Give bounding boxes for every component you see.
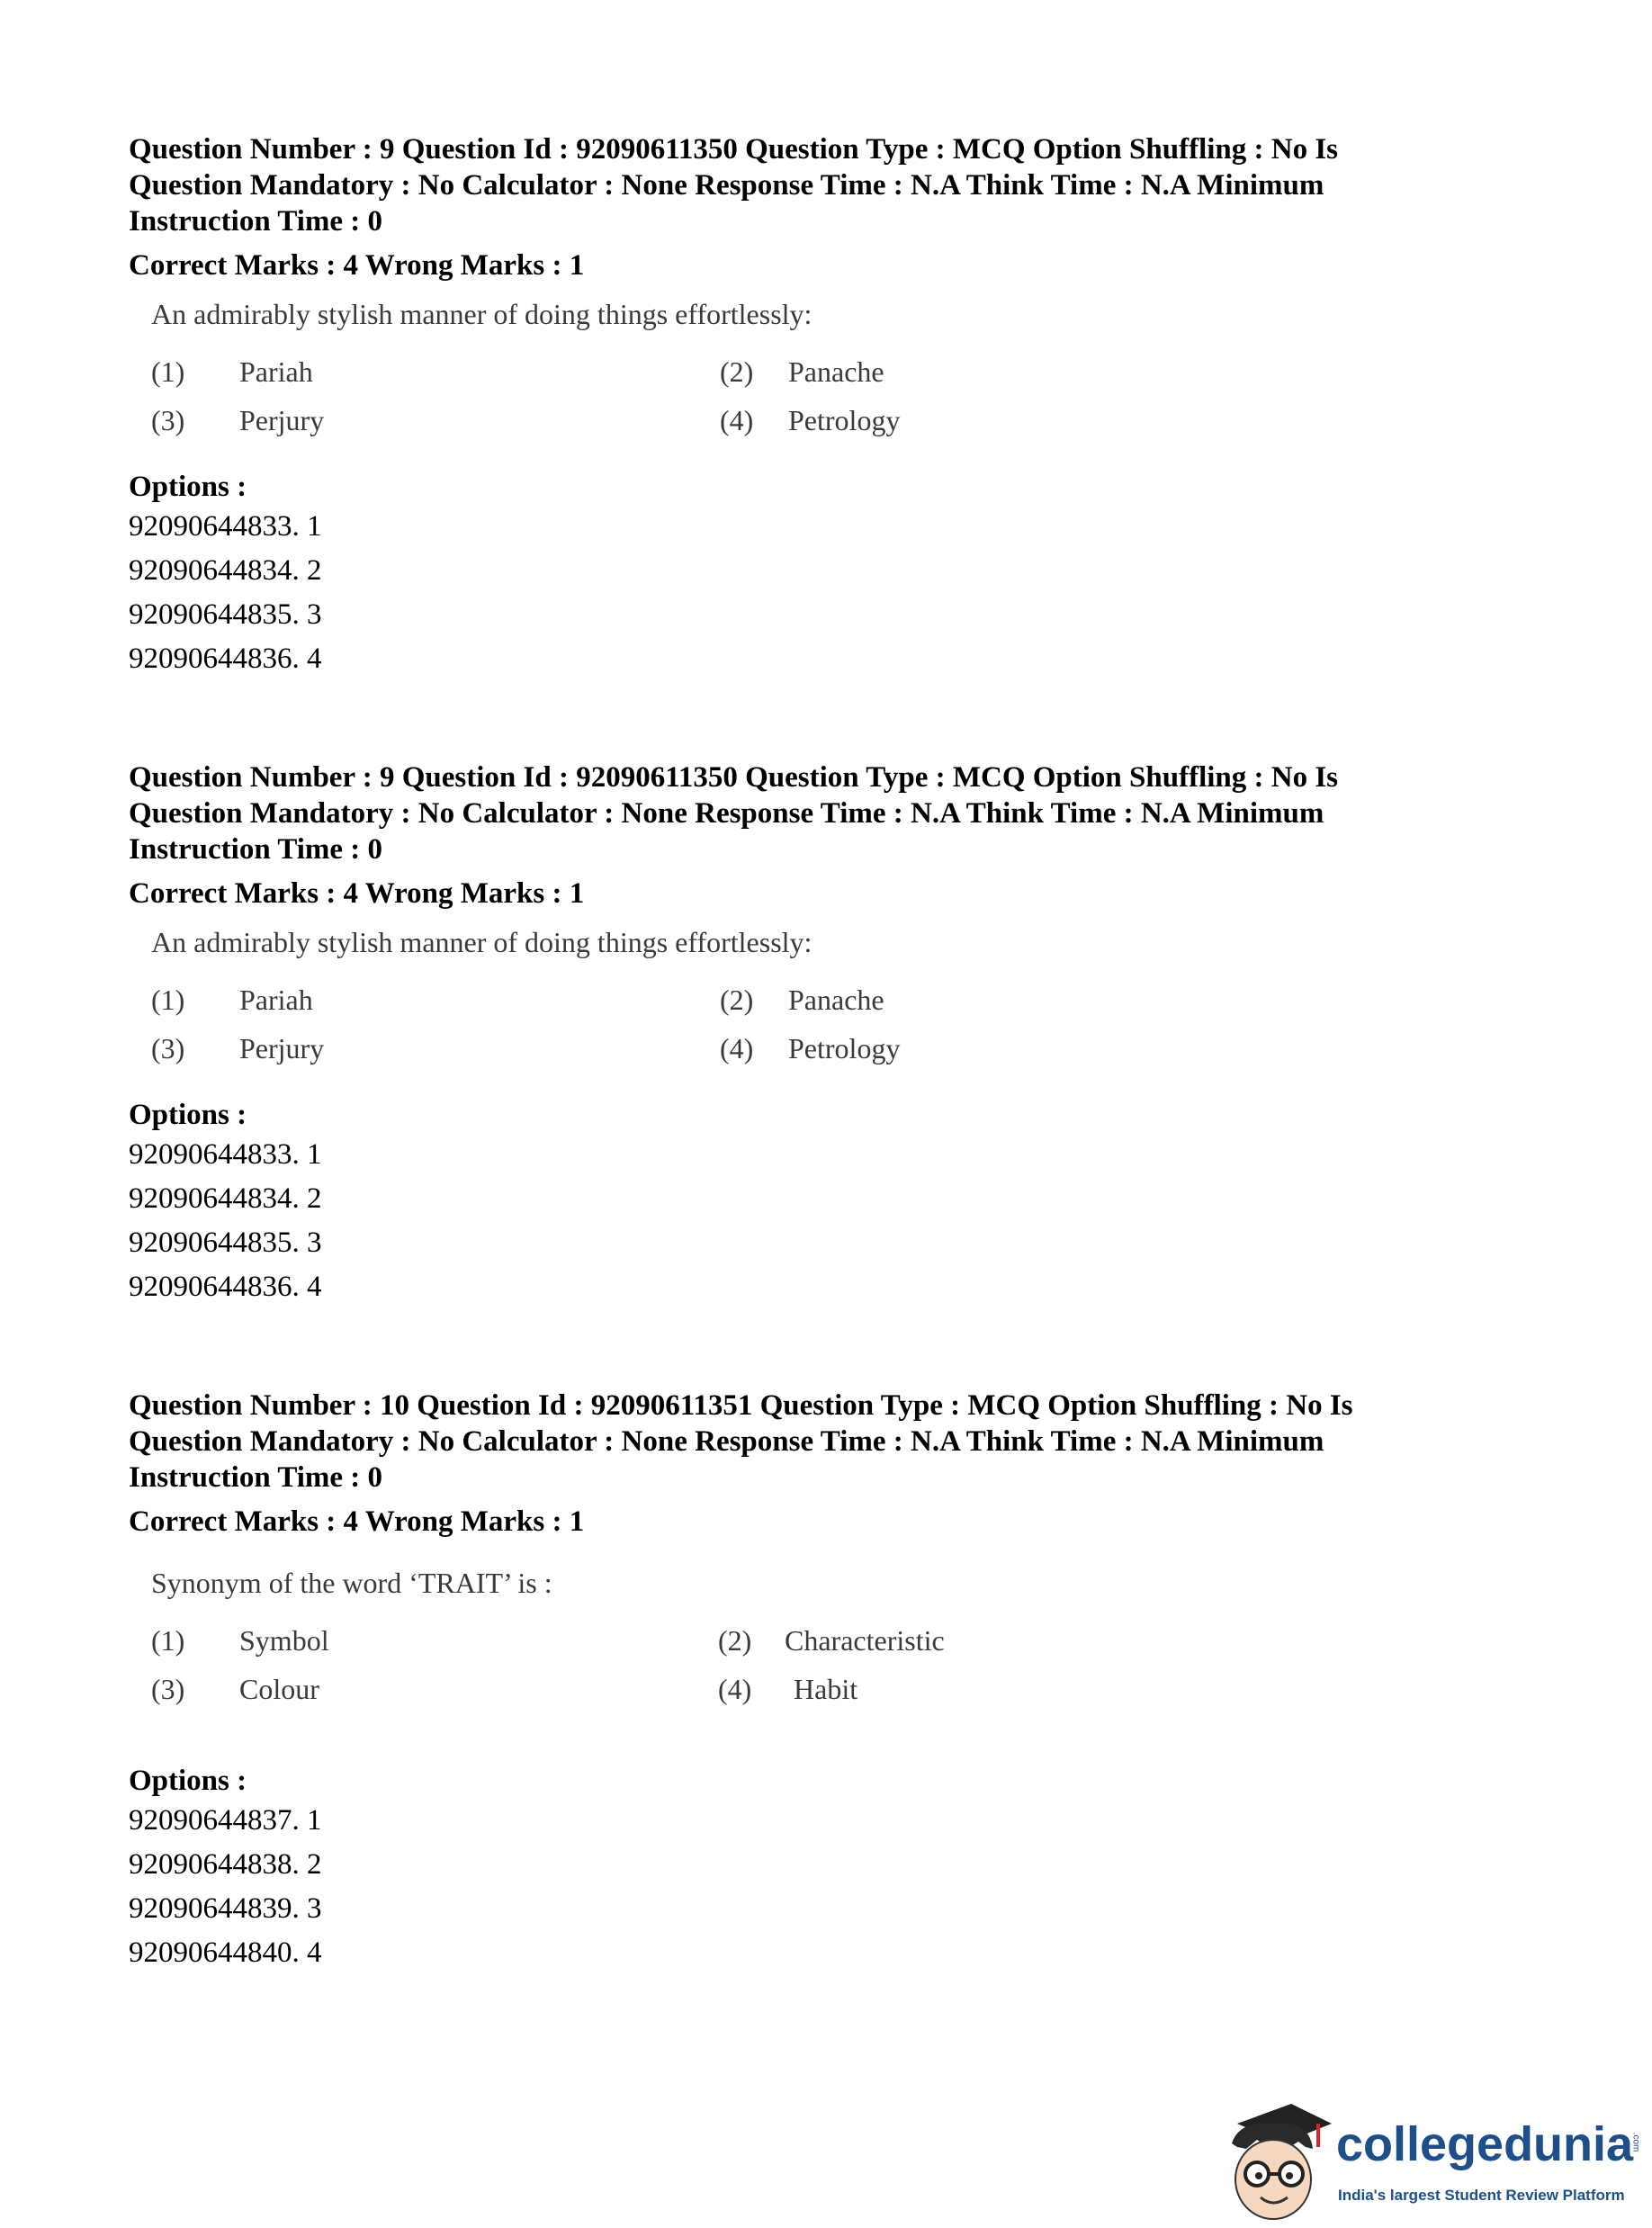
choice-label: Symbol <box>239 1624 329 1657</box>
choice-number: (1) <box>151 355 185 388</box>
choice-number: (4) <box>720 404 754 436</box>
question-meta-line-3: Instruction Time : 0 <box>129 205 383 238</box>
question-text: An admirably stylish manner of doing things effortlessly: <box>151 298 813 330</box>
choice-label: Panache <box>788 355 884 388</box>
choice-row <box>151 355 1532 404</box>
choice-label: Pariah <box>239 984 313 1016</box>
choice-number: (2) <box>718 1624 752 1657</box>
choice-number: (3) <box>151 1673 185 1705</box>
marks-line: Correct Marks : 4 Wrong Marks : 1 <box>129 877 585 910</box>
question-meta-line-3: Instruction Time : 0 <box>129 833 383 866</box>
choice-label: Pariah <box>239 355 313 388</box>
options-heading: Options : <box>129 471 247 503</box>
marks-line: Correct Marks : 4 Wrong Marks : 1 <box>129 1505 585 1538</box>
option-line: 92090644833. 1 <box>129 510 322 543</box>
question-meta-line-2: Question Mandatory : No Calculator : None Response Time : N.A Think Time : N.A Minimum <box>129 797 1324 830</box>
brand-name: collegedunia <box>1336 2117 1634 2171</box>
question-meta-line-3: Instruction Time : 0 <box>129 1461 383 1494</box>
choice-number: (2) <box>720 355 754 388</box>
question-image <box>151 926 1532 1081</box>
choice-number: (4) <box>720 1032 754 1065</box>
question-meta-line-1: Question Number : 9 Question Id : 92090611350 Question Type : MCQ Option Shuffling : No Is <box>129 133 1339 166</box>
choice-number: (3) <box>151 1032 185 1065</box>
brand-suffix: .com <box>1630 2132 1641 2152</box>
question-text: Synonym of the word ‘TRAIT’ is : <box>151 1567 552 1599</box>
option-line: 92090644835. 3 <box>129 598 322 631</box>
option-line: 92090644836. 4 <box>129 642 322 675</box>
choice-number: (4) <box>718 1673 752 1705</box>
option-line: 92090644838. 2 <box>129 1848 322 1881</box>
option-line: 92090644839. 3 <box>129 1892 322 1925</box>
choice-label: Petrology <box>788 1032 901 1065</box>
choice-number: (3) <box>151 404 185 436</box>
choice-row <box>151 1624 1532 1673</box>
question-block-2 <box>129 759 1532 1309</box>
question-meta-line-1: Question Number : 10 Question Id : 92090611351 Question Type : MCQ Option Shuffling : No Is <box>129 1389 1353 1422</box>
option-line: 92090644840. 4 <box>129 1936 322 1969</box>
choice-row <box>151 984 1532 1032</box>
choice-row <box>151 404 1532 453</box>
question-image <box>151 1567 1532 1721</box>
question-image <box>151 298 1532 453</box>
mascot-icon <box>1219 2097 1336 2223</box>
option-line: 92090644836. 4 <box>129 1271 322 1303</box>
question-block-3 <box>129 1388 1532 1975</box>
marks-line: Correct Marks : 4 Wrong Marks : 1 <box>129 249 585 282</box>
choice-number: (1) <box>151 1624 185 1657</box>
option-line: 92090644835. 3 <box>129 1226 322 1259</box>
option-line: 92090644834. 2 <box>129 554 322 587</box>
question-meta-line-2: Question Mandatory : No Calculator : None Response Time : N.A Think Time : N.A Minimum <box>129 169 1324 202</box>
choice-label: Perjury <box>239 1032 325 1065</box>
choice-number: (2) <box>720 984 754 1016</box>
choice-row <box>151 1673 1532 1721</box>
choice-row <box>151 1032 1532 1081</box>
option-line: 92090644833. 1 <box>129 1138 322 1171</box>
choice-label: Colour <box>239 1673 319 1705</box>
choice-label: Characteristic <box>785 1624 945 1657</box>
collegedunia-logo[interactable] <box>1219 2097 1642 2223</box>
option-line: 92090644834. 2 <box>129 1182 322 1215</box>
question-meta-line-2: Question Mandatory : No Calculator : None Response Time : N.A Think Time : N.A Minimum <box>129 1425 1324 1458</box>
question-meta-line-1: Question Number : 9 Question Id : 92090611350 Question Type : MCQ Option Shuffling : No Is <box>129 761 1339 794</box>
choice-label: Panache <box>788 984 884 1016</box>
choice-label: Habit <box>794 1673 858 1705</box>
choice-number: (1) <box>151 984 185 1016</box>
choice-label: Perjury <box>239 404 325 436</box>
question-block-1 <box>129 131 1532 681</box>
brand-tagline: India's largest Student Review Platform <box>1338 2187 1625 2204</box>
options-heading: Options : <box>129 1099 247 1131</box>
options-heading: Options : <box>129 1765 247 1797</box>
question-text: An admirably stylish manner of doing things effortlessly: <box>151 926 813 958</box>
choice-label: Petrology <box>788 404 901 436</box>
option-line: 92090644837. 1 <box>129 1804 322 1837</box>
